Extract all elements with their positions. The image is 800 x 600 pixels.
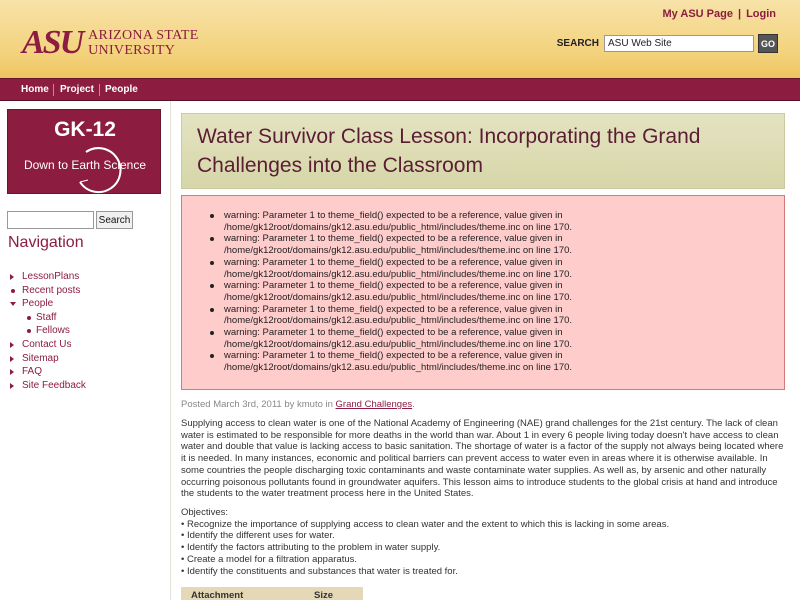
post-meta-text: Posted March 3rd, 2011 by kmuto in [181,399,333,410]
sidebar-nav-list [10,270,86,392]
sidebar-item-contact-us[interactable] [10,338,86,352]
warning-text: warning: Parameter 1 to theme_field() expected to be a reference, value given in [224,327,563,339]
login-link[interactable]: Login [746,8,776,20]
warning-path: /home/gk12root/domains/gk12.asu.edu/public_html/includes/theme.inc on line 170. [224,291,573,303]
sidebar-item-site-feedback[interactable] [10,379,86,393]
sidebar-item-label: People [22,298,54,310]
bullet-icon [210,308,214,312]
sidebar-item-label: Staff [36,311,57,323]
sidebar-item-people[interactable] [10,297,86,311]
nav-item-project[interactable]: Project [60,84,94,95]
bullet-icon [210,331,214,335]
attachments-table-header [181,587,363,600]
collapsed-arrow-icon [10,342,14,348]
warning-item [208,280,768,303]
warning-path: /home/gk12root/domains/gk12.asu.edu/public_html/includes/theme.inc on line 170. [224,338,573,350]
warning-text: warning: Parameter 1 to theme_field() expected to be a reference, value given in [224,233,563,245]
gk12-subtitle: Down to Earth Science [23,158,147,172]
bullet-icon [11,289,15,293]
objective-item: • Identify the factors attributing to the problem in water supply. [181,542,441,554]
warning-item [208,210,768,233]
warning-text: warning: Parameter 1 to theme_field() expected to be a reference, value given in [224,280,563,292]
nav-item-home[interactable]: Home [21,84,49,95]
lesson-body: Supplying access to clean water is one of the National Academy of Engineering (NAE) grand challenges for the 21st century. The lack of clean water is estimated to be responsible for more deaths in the world than war. About 1 in every 6 people living today doesn't have access to clean water and double that value is lacking access to basic sanitation. The shortage of water is a factor of the supply not always being located where it is needed. In many instances, economic and political barriers can prevent access to water even in areas where it is otherwise available. In some countries the people discharging toxic contaminants and waste contaminate water supplies. As well as, by arsenic and other naturally occurring poisonous pollutants found in groundwater aquifers. This lesson aims to introduce students to the global crisis at hand and introduce the students to the water treatment process here in the United States. [181,418,784,500]
bullet-icon [210,214,214,218]
category-link[interactable]: Grand Challenges [335,399,413,410]
warning-item [208,327,768,350]
warning-item [208,257,768,280]
logo-line-2: UNIVERSITY [88,43,176,58]
search-label: SEARCH [556,38,599,49]
objectives-section [181,507,785,577]
sidebar-item-sitemap[interactable] [10,352,86,366]
sidebar-item-label: LessonPlans [22,271,80,282]
warning-path: /home/gk12root/domains/gk12.asu.edu/public_html/includes/theme.inc on line 170. [224,221,573,233]
header-search [557,34,778,53]
attachment-column-header: Attachment [191,590,244,600]
sidebar-item-staff[interactable] [10,311,86,325]
nav-divider [53,84,54,96]
warning-path: /home/gk12root/domains/gk12.asu.edu/public_html/includes/theme.inc on line 170. [224,315,573,327]
primary-nav [0,78,800,101]
gk12-title: GK-12 [54,118,116,141]
gk12-banner[interactable] [7,109,161,194]
utility-links [662,8,776,20]
asu-logo[interactable] [22,24,199,61]
sidebar-item-label: Fellows [36,325,70,337]
bullet-icon [210,237,214,241]
collapsed-arrow-icon [10,274,14,280]
warning-list [208,210,768,374]
post-meta-suffix: . [412,399,415,410]
post-meta [181,399,415,410]
sidebar-item-label: Sitemap [22,352,59,364]
objective-item: • Identify the constituents and substances that water is treated for. [181,565,458,577]
sidebar-search-button[interactable]: Search [96,211,133,229]
warning-path: /home/gk12root/domains/gk12.asu.edu/public_html/includes/theme.inc on line 170. [224,268,573,280]
collapsed-arrow-icon [10,356,14,362]
bullet-icon [27,316,31,320]
sidebar-item-lessonplans[interactable] [10,270,86,284]
sidebar-item-fellows[interactable] [10,324,86,338]
sidebar-item-label: Recent posts [22,284,81,296]
warning-text: warning: Parameter 1 to theme_field() expected to be a reference, value given in [224,210,563,221]
warning-path: /home/gk12root/domains/gk12.asu.edu/public_html/includes/theme.inc on line 170. [224,362,573,374]
warning-item [208,304,768,327]
objectives-heading: Objectives: [181,507,228,518]
bullet-icon [210,261,214,265]
page-title: Water Survivor Class Lesson: Incorporating the Grand Challenges into the Classroom [197,125,701,177]
size-column-header: Size [314,590,334,600]
collapsed-arrow-icon [10,383,14,389]
utility-separator: | [737,8,742,20]
sidebar-item-label: FAQ [22,366,43,378]
logo-line-1: ARIZONA STATE [88,28,199,43]
warning-text: warning: Parameter 1 to theme_field() expected to be a reference, value given in [224,350,563,362]
nav-item-people[interactable]: People [105,84,138,95]
sidebar-search-input[interactable] [7,211,94,229]
sidebar-item-label: Site Feedback [22,379,86,391]
bullet-icon [210,354,214,358]
sidebar-item-label: Contact Us [22,338,72,350]
navigation-heading: Navigation [8,234,84,251]
warning-messages [181,195,785,390]
go-button[interactable]: GO [758,34,778,53]
objective-item: • Create a model for a filtration apparatus. [181,553,358,565]
objective-item: • Recognize the importance of supplying access to clean water and the extent to which this is lacking in some areas. [181,518,670,530]
warning-path: /home/gk12root/domains/gk12.asu.edu/public_html/includes/theme.inc on line 170. [224,245,573,257]
bullet-icon [27,329,31,333]
warning-text: warning: Parameter 1 to theme_field() expected to be a reference, value given in [224,303,563,315]
site-header [0,0,800,78]
search-input[interactable] [604,35,754,52]
collapsed-arrow-icon [10,369,14,375]
page-title-box [181,113,785,189]
sidebar-item-faq[interactable] [10,365,86,379]
warning-item [208,233,768,256]
warning-text: warning: Parameter 1 to theme_field() expected to be a reference, value given in [224,256,563,268]
warning-item [208,350,768,373]
sidebar-item-recent-posts[interactable] [10,284,86,298]
my-asu-link[interactable]: My ASU Page [662,8,733,20]
asu-logo-wordmark [88,28,199,58]
sidebar-divider [170,101,171,600]
asu-logo-mark: ASU [22,24,83,61]
objective-item: • Identify the different uses for water. [181,530,335,542]
expanded-arrow-icon [10,302,16,306]
nav-divider [99,84,100,96]
bullet-icon [210,284,214,288]
